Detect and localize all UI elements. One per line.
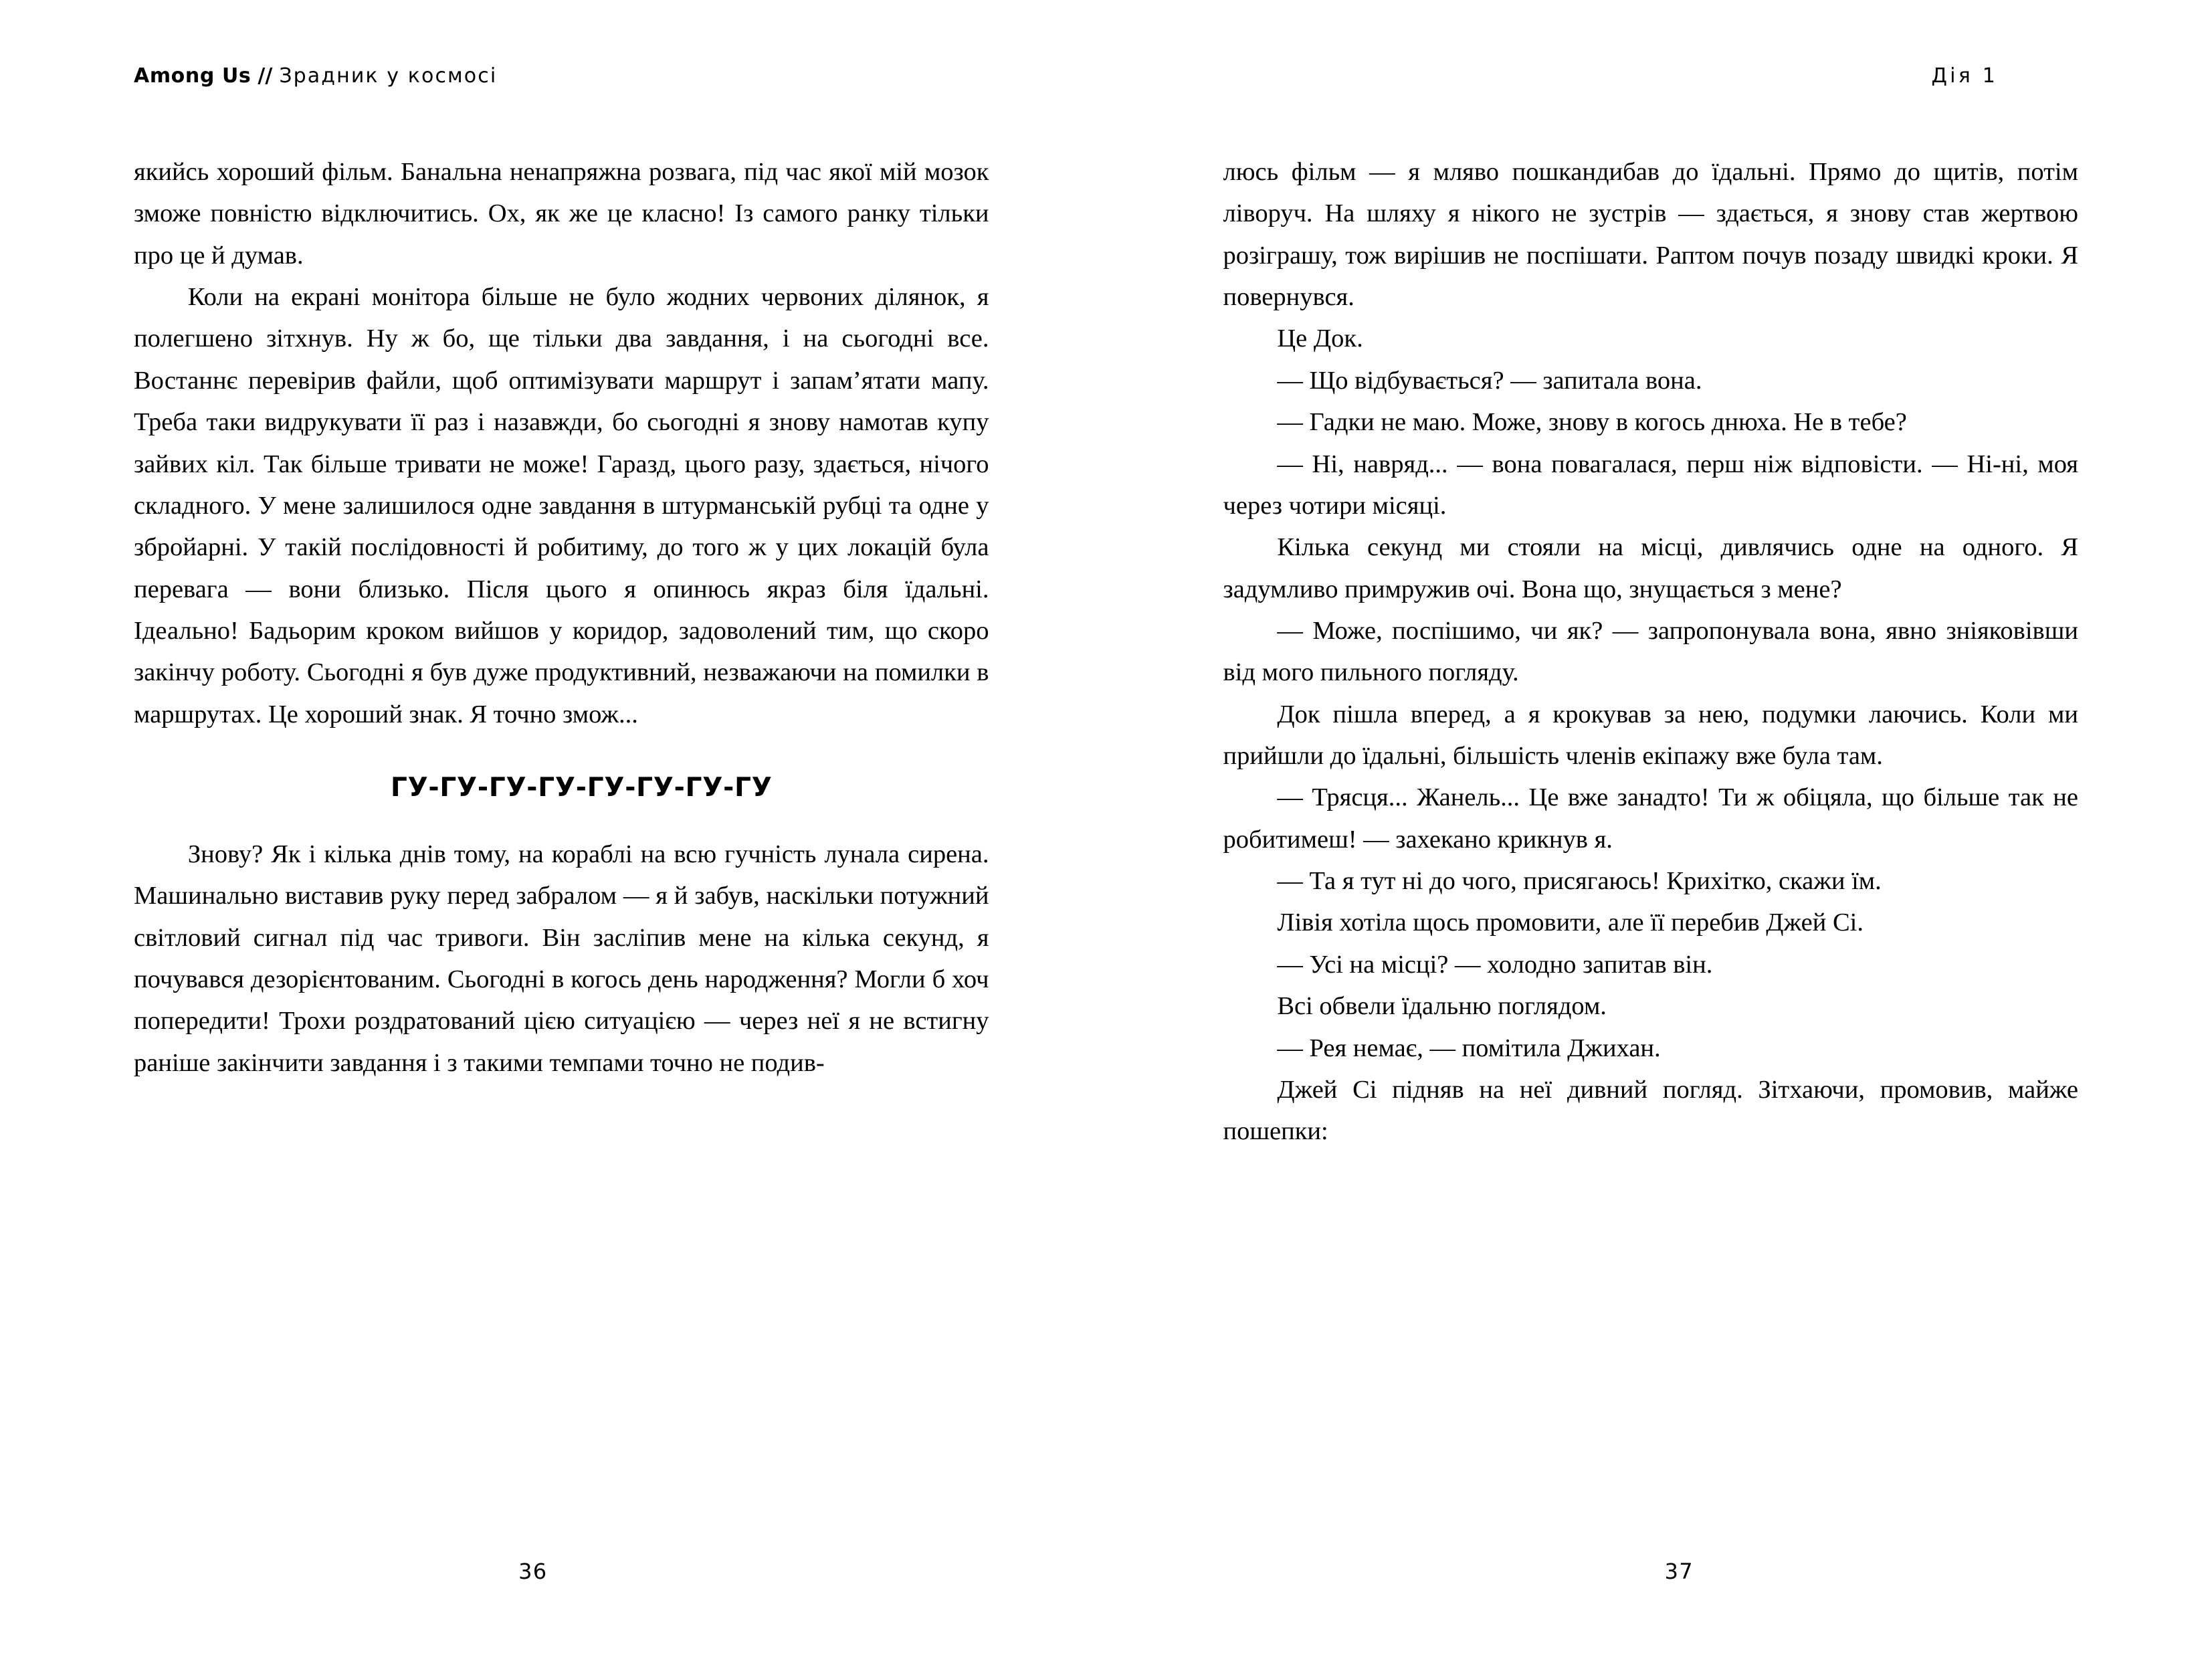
running-head-right: [1223, 64, 2079, 111]
paragraph: — Ні, навряд... — вона повагалася, перш ніж відповісти. — Ні-ні, моя через чотири місяці.: [1223, 450, 2078, 520]
paragraph: Джей Сі підняв на неї дивний погляд. Зітхаючи, промовив, майже пошепки:: [1223, 1075, 2078, 1146]
paragraph: Лівія хотіла щось промовити, але її перебив Джей Сі.: [1277, 908, 1864, 937]
paragraph: — Що відбувається? — запитала вона.: [1277, 366, 1702, 395]
page-number-left: 36: [518, 1559, 548, 1584]
book-subtitle: Зрадник у космосі: [279, 64, 498, 88]
paragraph: — Рея немає, — помітила Джихан.: [1277, 1034, 1661, 1062]
book-brand: Among Us: [134, 64, 252, 88]
sound-effect-heading: ГУ-ГУ-ГУ-ГУ-ГУ-ГУ-ГУ-ГУ: [390, 773, 773, 803]
left-page-text-column: [134, 151, 989, 1084]
paragraph: Знову? Як і кілька днів тому, на кораблі на всю гучність лунала сирена. Машинально виставив руку перед забралом — я й забув, наскільки потужний світловий сигнал під час тривоги. Він засліпив мене на кілька секунд, я почувався дезорієнтованим. Сьогодні в когось день народження? Могли б хоч попередити! Трохи роздратований цією ситуацією — через неї я не встигну раніше закінчити завдання і з такими темпами точно не подив-: [134, 840, 989, 1077]
right-page-text-column: [1223, 151, 2079, 1153]
paragraph: — Може, поспішимо, чи як? — запропонувала вона, явно зніяковівши від мого пильного погляду.: [1223, 616, 2078, 687]
paragraph: Док пішла вперед, а я крокував за нею, подумки лаючись. Коли ми прийшли до їдальні, більшість членів екіпажу вже була там.: [1223, 700, 2078, 771]
page-number-right: 37: [1664, 1559, 1694, 1584]
act-label: Дія 1: [1931, 64, 1998, 88]
running-head-separator: //: [258, 64, 273, 88]
paragraph: Всі обвели їдальню поглядом.: [1277, 992, 1607, 1021]
paragraph: Кілька секунд ми стояли на місці, дивлячись одне на одного. Я задумливо примружив очі. Вона що, знущається з мене?: [1223, 533, 2078, 603]
paragraph: Коли на екрані монітора більше не було жодних червоних ділянок, я полегшено зітхнув. Ну ж бо, ще тільки два завдання, і на сьогодні все. Востаннє перевірив файли, щоб оптимізувати маршрут і запам’ятати мапу. Треба таки видрукувати її раз і назавжди, бо сьогодні я знову намотав купу зайвих кіл. Так більше тривати не може! Гаразд, цього разу, здається, нічого складного. У мене залишилося одне завдання в штурманській рубці та одне у збройарні. У такій послідовності й робитиму, до того ж у цих локацій була перевага — вони близько. Після цього я опинюсь якраз біля їдальні. Ідеально! Бадьорим кроком вийшов у коридор, задоволений тим, що скоро закінчу роботу. Сьогодні я був дуже продуктивний, незважаючи на помилки в маршрутах. Це хороший знак. Я точно змож...: [134, 283, 989, 728]
paragraph: — Та я тут ні до чого, присягаюсь! Крихітко, скажи їм.: [1277, 867, 1882, 896]
running-head-left: [134, 64, 989, 111]
paragraph: люсь фільм — я мляво пошкандибав до їдальні. Прямо до щитів, потім ліворуч. На шляху я нікого не зустрів — здається, я знову став жертвою розіграшу, тож вирішив не поспішати. Раптом почув позаду швидкі кроки. Я повернувся.: [1223, 158, 2078, 312]
paragraph: Це Док.: [1277, 324, 1363, 353]
right-page: [1106, 0, 2212, 1659]
paragraph: — Усі на місці? — холодно запитав він.: [1277, 950, 1713, 979]
paragraph: якийсь хороший фільм. Банальна ненапряжна розвага, під час якої мій мозок зможе повністю відключитись. Ох, як же це класно! Із самого ранку тільки про це й думав.: [134, 158, 989, 270]
paragraph: — Трясця... Жанель... Це вже занадто! Ти ж обіцяла, що більше так не робитимеш! — захекано крикнув я.: [1223, 783, 2078, 854]
paragraph: — Гадки не маю. Може, знову в когось днюха. Не в тебе?: [1277, 408, 1907, 437]
